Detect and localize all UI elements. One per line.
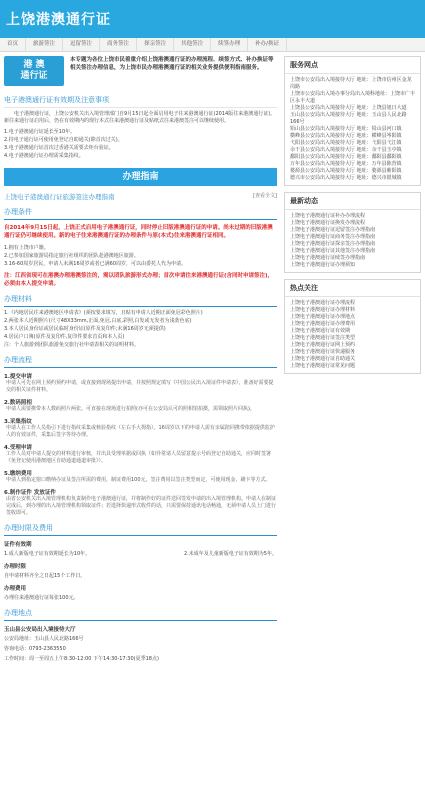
service-title: 服务网点 <box>285 57 420 74</box>
notice-title: 电子港澳通行证有效期及注意事项 <box>4 95 277 108</box>
guide-title[interactable]: 上饶电子港澳通行证旅游签注办理指南 <box>4 193 115 201</box>
service-item[interactable]: 余干县公安局出入境接待大厅 地址：余干县玉亭镇 <box>290 147 402 153</box>
material-item: 4.居民户口簿(原件及复印件,复印件要求首页和本人页) <box>4 334 125 340</box>
notice-item: 2.持电子通行证可使用免登记自助通关(除首次过关)。 <box>4 137 123 143</box>
step-title: 6.制作证件 发放证件 <box>4 490 56 496</box>
service-item[interactable]: 上饶市公安局出入境接待大厅 地址：上饶市信州区金龙岗路 <box>290 77 412 90</box>
hot-item[interactable]: 上饶电子港澳通行证自助通关 <box>290 356 356 362</box>
validity-label: 证件有效期 <box>4 542 32 548</box>
news-item[interactable]: 上饶电子港澳通行证逗留签注办理指南 <box>290 227 376 233</box>
news-item[interactable]: 上饶电子港澳通行证其他签注办理指南 <box>290 248 376 254</box>
news-item[interactable]: 上饶电子港澳通行证续签办理指南 <box>290 255 366 261</box>
guide-heading <box>4 192 277 201</box>
process-steps <box>4 372 277 517</box>
badge-line2: 通行证 <box>20 71 48 81</box>
time-label: 办理时限 <box>4 564 27 570</box>
hot-item[interactable]: 上饶电子港澳通行证常见问题 <box>290 363 356 369</box>
news-title: 最新动态 <box>285 193 420 210</box>
news-list <box>285 210 420 272</box>
service-list <box>285 74 420 185</box>
materials-list <box>4 309 277 349</box>
step-text: 申请人可先在网上预约预约申请，或直接到现场提出申请，并按照规定填写《中国公民出入境证件申请表》，准备好需要提交的相关证件材料。 <box>6 380 274 393</box>
service-item[interactable]: 弋阳县公安局出入境接待大厅 地址：弋阳县弋江镇 <box>290 140 402 146</box>
nav-renewal[interactable]: 续签办理 <box>211 38 248 51</box>
step-title: 2.数码照相 <box>4 400 32 406</box>
hot-item[interactable]: 上饶电子港澳通行证办理流程 <box>290 300 356 306</box>
conditions-red-note: 注：江西省现可在港澳办理港澳签注的，需以团队旅游形式办理；首次申请往来港澳通行证(含同时申请签注)，必须由本人提交申请。 <box>4 273 274 287</box>
site-title: 上饶港澳通行证 <box>6 12 111 28</box>
notice-paragraph: 电子港澳通行证，上饶公安机关出入境管理部门自9月15日起全面启用电子往来港澳通行证(2014版往来港澳通行证)。新往来通行证启用后，仍在有效期内的现行本式往来港澳通行证及贴纸式往来港澳签注可以继续使用。 <box>4 111 276 124</box>
step-text: 申请人到指定窗口缴纳办证及签注所需的费用，制证费用100元，签注费用以签注类型而定，可使用现金、刷卡等方式。 <box>6 477 271 483</box>
view-full-link[interactable]: [查看全文] <box>253 193 277 199</box>
step-title: 4.受理申请 <box>4 445 32 451</box>
step-title: 3.采集指纹 <box>4 419 32 425</box>
main-content <box>4 56 277 665</box>
hot-box <box>284 279 421 374</box>
material-item: 1.《内地居民往来港澳地区申请表》(须按要求填写，且贴有申请人近期正面免冠彩色照片) <box>4 310 203 316</box>
service-item[interactable]: 万年县公安局出入境接待大厅 地址：万年县陈营镇 <box>290 161 402 167</box>
place-name: 玉山县公安局出入境接待大厅 <box>4 627 76 633</box>
service-item[interactable]: 上饶县公安局出入境接待大厅 地址：上饶县旭日大道 <box>290 105 407 111</box>
site-header <box>0 0 425 38</box>
nav-other-endorsement[interactable]: 其他签注 <box>174 38 211 51</box>
notice-item: 1.电子港澳通行证延长至10年。 <box>4 129 76 135</box>
news-item[interactable]: 上饶电子港澳通行证补办办理流程 <box>290 213 366 219</box>
nav-stay-endorsement[interactable]: 逗留签注 <box>63 38 100 51</box>
badge-line1: 港 澳 <box>23 60 45 70</box>
intro-text: 本专题为各位上饶市民着重介绍上饶港澳通行证的办理流程、续签方式、补办换证等相关签注办理信息，为上饶市民办理港澳通行证的相关业务提供便利指南服务。 <box>70 57 274 71</box>
validity-title: 办理时限及费用 <box>4 523 277 536</box>
validity-minor: 2.未成年及儿童新版电子证有效期为5年。 <box>184 551 277 557</box>
nav-replacement[interactable]: 补办/换证 <box>248 38 287 51</box>
service-item[interactable]: 德兴市公安局出入境接待大厅 地址：德兴市银城镇 <box>290 175 402 181</box>
hot-item[interactable]: 上饶电子港澳通行证办理材料 <box>290 307 356 313</box>
notice-item: 4.电子港澳通行证办理需采集指纹。 <box>4 153 84 159</box>
hot-item[interactable]: 上饶电子港澳通行证办理地点 <box>290 314 356 320</box>
service-item[interactable]: 鄱阳县公安局出入境接待大厅 地址：鄱阳县鄱阳镇 <box>290 154 402 160</box>
fee-text: 办理往来港澳通行证每张100元。 <box>4 595 79 601</box>
news-box <box>284 192 421 273</box>
nav-tourism-endorsement[interactable]: 旅游签注 <box>26 38 63 51</box>
service-item[interactable]: 横峰县公安局出入境接待大厅 地址：横峰县岑阳镇 <box>290 133 402 139</box>
step-text: 申请人需要携带本人数码照片两张。可直接在现场进行拍照(亦可在公安局认可的照相馆拍摄，需领取照片回执)。 <box>6 406 255 412</box>
condition-item: 3.16-60周岁居民，申请人未满16周岁或者已满60周岁，可以由委托人代为申请。 <box>4 261 187 267</box>
guide-banner: 办理指南 <box>4 168 277 186</box>
time-text: 自申请材料齐全之日起15个工作日。 <box>4 573 86 579</box>
materials-title: 办理材料 <box>4 294 277 307</box>
place-hours: 工作时间：周一至周五上午8:30-12:00 下午14:30-17:30(夏季18点) <box>4 656 159 662</box>
hot-item[interactable]: 上饶电子港澳通行证快递服务 <box>290 349 356 355</box>
service-item[interactable]: 玉山县公安局出入境接待大厅 地址：玉山县人民北路166号 <box>290 112 407 125</box>
hot-item[interactable]: 上饶电子港澳通行证有效期 <box>290 328 351 334</box>
step-text: 申请人在工作人员指引下进行指纹采集或核验指纹（左右手大拇指）。16周岁以下的申请人需有亲属陪同携带依据提供监护人的有效证件，采集后签字等待办理。 <box>6 425 275 438</box>
fee-label: 办理费用 <box>4 586 27 592</box>
sidebar <box>284 56 421 380</box>
nav-home[interactable]: 首页 <box>0 38 26 51</box>
process-title: 办理流程 <box>4 355 277 368</box>
material-item: 注：个人旅游到团队旅游免交旅行社申请表相关的证明材料。 <box>4 342 140 348</box>
news-item[interactable]: 上饶电子港澳通行证探亲签注办理指南 <box>290 241 376 247</box>
permit-badge <box>4 56 64 86</box>
condition-item: 2.已参加国家旅游局指定旅行社组织的团队赴港澳地区旅游。 <box>4 253 139 259</box>
service-item[interactable]: 上饶市公安局出入境办事分局出入境科地址：上饶市广丰区永丰大道 <box>290 91 416 104</box>
service-box <box>284 56 421 186</box>
conditions-red-notice: 自2014年9月15日起，上饶正式启用电子港澳通行证，同时停止旧版港澳通行证的申请。尚未过期的旧版港澳通行证仍可继续使用。新的电子往来港澳通行证的办理条件与原(本式)往来港澳通行证相同。 <box>4 225 273 239</box>
notice-item: 3.电子港澳通行证首次过香港关需要去柜台验证。 <box>4 145 114 151</box>
validity-row <box>4 550 277 558</box>
service-item[interactable]: 婺源县公安局出入境接待大厅 地址：婺源县紫阳镇 <box>290 168 402 174</box>
hot-item[interactable]: 上饶电子港澳通行证办理费用 <box>290 321 356 327</box>
condition-item: 1.拥有上饶市户籍。 <box>4 245 49 251</box>
hot-title: 热点关注 <box>285 280 420 297</box>
notice-list <box>4 128 277 160</box>
conditions-title: 办理条件 <box>4 207 277 220</box>
hot-item[interactable]: 上饶电子港澳通行证网上预约 <box>290 342 356 348</box>
nav-business-endorsement[interactable]: 商务签注 <box>100 38 137 51</box>
place-address: 公安局地址：玉山县人民北路166号 <box>4 636 84 642</box>
step-text: 由省公安机关出入境管理机构负责制作电子港澳通行证，并将制作好的证件送回签发申请的出入境管理机构。申请人在制证完成后，到办理的出入境管理机构领取证件；若选择快递形式收件的话，只需要保持通讯电话畅通，无须申请人员上门进行签收即可。 <box>6 496 277 516</box>
news-item[interactable]: 上饶电子港澳通行证办理须知 <box>290 262 356 268</box>
validity-adult: 1.成人新版电子证有效期延长为10年。 <box>4 551 91 557</box>
news-item[interactable]: 上饶电子港澳通行证商务签注办理指南 <box>290 234 376 240</box>
intro-section <box>4 56 277 90</box>
step-text: 工作人员对申请人提交的材料进行审核，并出具受理单据或回执（如异常请人员留意提示号码登记自助通关，应同时签署《免登记使用港澳地区自助通道通道审批》）。 <box>6 451 272 464</box>
material-item: 3.本人居民身份证或居民临时身份证(原件及复印件;未满16周岁无须提供) <box>4 326 166 332</box>
hot-list <box>285 297 420 373</box>
news-item[interactable]: 上饶电子港澳通行证换发办理流程 <box>290 220 366 226</box>
main-nav <box>0 38 425 52</box>
step-title: 1.提交申请 <box>4 374 32 380</box>
nav-family-endorsement[interactable]: 探亲签注 <box>137 38 174 51</box>
place-title: 办理地点 <box>4 608 277 621</box>
service-item[interactable]: 铅山县公安局出入境接待大厅 地址：铅山县河口镇 <box>290 126 402 132</box>
conditions-list <box>4 244 277 268</box>
step-title: 5.缴纳费用 <box>4 471 32 477</box>
place-phone: 咨询电话：0793-2363550 <box>4 646 66 652</box>
material-item: 2.两张本人近期照片(尺寸48X33mm,正面,免冠,白底,彩照,白发或无发者为浅蓝色底) <box>4 318 192 324</box>
hot-item[interactable]: 上饶电子港澳通行证签注类型 <box>290 335 356 341</box>
